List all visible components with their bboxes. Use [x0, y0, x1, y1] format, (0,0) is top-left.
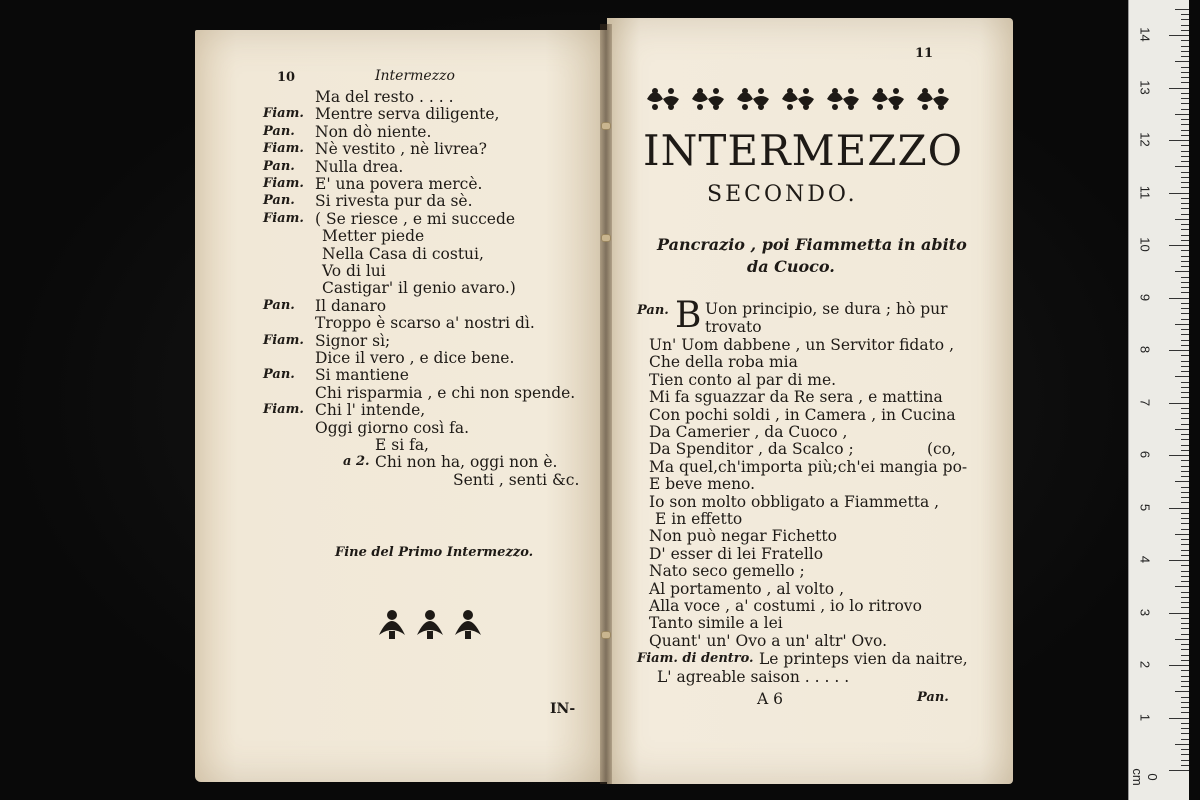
ruler-tick [1181, 408, 1189, 409]
verse-line: Nè vestito , nè livrea? [315, 140, 487, 159]
ruler-tick [1181, 765, 1189, 766]
verse-line: Da Camerier , da Cuoco , [649, 423, 848, 441]
ruler-tick [1181, 387, 1189, 388]
ruler-tick [1175, 166, 1189, 167]
ruler-number: 6 [1137, 450, 1153, 459]
ruler-tick [1181, 235, 1189, 236]
binding-stitch [601, 234, 611, 242]
ruler-tick [1181, 156, 1189, 157]
ruler-tick [1181, 518, 1189, 519]
overflow-word: (co, [927, 440, 956, 458]
ruler-tick [1181, 728, 1189, 729]
speaker-label: Pan. [263, 367, 295, 383]
ruler-tick [1181, 539, 1189, 540]
ruler-tick [1181, 287, 1189, 288]
verse-line: Non dò niente. [315, 122, 432, 141]
ruler-tick [1169, 350, 1189, 351]
ruler-tick [1169, 508, 1189, 509]
verse-line: Ma del resto . . . . [315, 88, 454, 106]
ruler-tick [1181, 670, 1189, 671]
ruler-tick [1169, 718, 1189, 719]
verse-line: ( Se riesce , e mi succede [315, 209, 516, 228]
ruler-tick [1175, 691, 1189, 692]
ruler-tick [1181, 77, 1189, 78]
ruler-tick [1181, 103, 1189, 104]
ruler-number: 14 [1137, 27, 1153, 42]
ruler-number: 11 [1137, 185, 1153, 199]
ruler-tick [1181, 366, 1189, 367]
ruler-tick [1181, 98, 1189, 99]
ruler-tick [1181, 371, 1189, 372]
verse-line: Nella Casa di costui, [322, 244, 484, 263]
verse-line: Con pochi soldi , in Camera , in Cucina [649, 405, 956, 424]
ruler-tick [1181, 340, 1189, 341]
left-page [195, 30, 607, 782]
ruler-tick [1181, 434, 1189, 435]
ruler-tick [1175, 376, 1189, 377]
ruler-tick [1181, 145, 1189, 146]
stage-direction-1: Pancrazio , poi Fiammetta in abito [657, 235, 967, 254]
verse-line: Mi fa sguazzar da Re sera , e mattina [649, 388, 943, 407]
ruler-tick [1181, 550, 1189, 551]
speaker-label: Pan. [263, 158, 295, 174]
ruler-tick [1181, 634, 1189, 635]
verse-line: Il danaro [315, 296, 387, 315]
ruler-tick [1181, 46, 1189, 47]
ruler-tick [1181, 329, 1189, 330]
ruler-tick [1181, 67, 1189, 68]
ruler-tick [1181, 571, 1189, 572]
ruler-tick [1181, 712, 1189, 713]
ruler-tick [1181, 382, 1189, 383]
stage-direction-2: da Cuoco. [747, 257, 835, 276]
ruler-tick [1181, 177, 1189, 178]
ruler-tick [1181, 754, 1189, 755]
ruler-tick [1169, 665, 1189, 666]
speaker-label: a 2. [343, 454, 370, 470]
verse-line: Mentre serva diligente, [315, 105, 500, 124]
tailpiece-ornament [375, 603, 485, 643]
ruler-tick [1181, 644, 1189, 645]
verse-line: Senti , senti &c. [453, 470, 580, 489]
ruler-number: 5 [1137, 503, 1153, 511]
last-speaker: Fiam. di dentro. [637, 651, 754, 666]
ruler-tick [1181, 723, 1189, 724]
ruler-number: 2 [1137, 660, 1153, 669]
ruler-tick [1175, 534, 1189, 535]
ruler-tick [1175, 324, 1189, 325]
speaker-label: Pan. [263, 193, 295, 209]
speaker-label: Fiam. [263, 402, 304, 418]
ruler-tick [1181, 282, 1189, 283]
left-running-head: Intermezzo [375, 68, 455, 84]
second-line: trovato [705, 318, 762, 336]
ruler-tick [1181, 492, 1189, 493]
ruler-tick [1181, 224, 1189, 225]
ruler-number: 8 [1137, 345, 1153, 354]
verse-line: Troppo è scarso a' nostri dì. [315, 314, 535, 333]
verse-line: Io son molto obbligato a Fiammetta , [649, 492, 940, 511]
verse-line: Dice il vero , e dice bene. [315, 349, 515, 367]
first-line: Uon principio, se dura ; hò pur [705, 300, 948, 318]
ruler-tick [1175, 481, 1189, 482]
verse-line: Non può negar Fichetto [649, 527, 837, 546]
verse-line: E' una povera mercè. [315, 175, 483, 193]
ruler-tick [1181, 208, 1189, 209]
ruler-tick [1181, 182, 1189, 183]
right-page-number: 11 [915, 46, 934, 61]
verse-line: Nulla drea. [315, 157, 404, 176]
ruler-tick [1181, 119, 1189, 120]
end-note: Fine del Primo Intermezzo. [335, 545, 534, 560]
ruler-tick [1175, 744, 1189, 745]
last-line: Le printeps vien da naitre, [759, 650, 968, 668]
ruler-tick [1175, 219, 1189, 220]
ruler-tick [1181, 56, 1189, 57]
ruler-tick [1181, 749, 1189, 750]
verse-line: Ma quel,ch'importa più;ch'ei mangia po- [649, 457, 968, 476]
ruler-tick [1169, 403, 1189, 404]
speaker-label: Fiam. [263, 210, 304, 226]
open-book [195, 18, 1020, 784]
ruler-tick [1181, 187, 1189, 188]
right-page [607, 18, 1013, 784]
verse-line: Un' Uom dabbene , un Servitor fidato , [649, 336, 954, 354]
verse-line: Chi non ha, oggi non è. [375, 453, 558, 472]
ruler-tick [1181, 72, 1189, 73]
ruler-tick [1181, 51, 1189, 52]
verse-line: Vo di lui [322, 262, 386, 280]
ruler-tick [1181, 319, 1189, 320]
ruler-tick [1181, 592, 1189, 593]
ruler-tick [1181, 214, 1189, 215]
left-catchword: IN- [550, 701, 576, 717]
verse-line: Signor sì; [315, 331, 391, 350]
ruler-tick [1181, 602, 1189, 603]
ruler-tick [1181, 523, 1189, 524]
ruler-tick [1181, 151, 1189, 152]
ruler-number: 13 [1137, 79, 1153, 95]
ruler-tick [1181, 397, 1189, 398]
ruler-tick [1181, 334, 1189, 335]
book-gutter [600, 24, 612, 784]
ruler-tick [1181, 445, 1189, 446]
ruler-tick [1169, 245, 1189, 246]
ruler-tick [1181, 14, 1189, 15]
ruler-tick [1181, 471, 1189, 472]
speaker-label: Pan. [263, 297, 295, 313]
ruler-number: 3 [1137, 608, 1153, 616]
ruler-tick [1181, 250, 1189, 251]
ruler-tick [1181, 607, 1189, 608]
ruler-tick [1169, 35, 1189, 36]
flower-ornament-icon [375, 603, 485, 643]
verse-line: E beve meno. [649, 475, 756, 494]
ruler-tick [1181, 345, 1189, 346]
ruler-tick [1181, 502, 1189, 503]
ruler-tick [1181, 361, 1189, 362]
ruler-tick [1181, 19, 1189, 20]
verse-line: Castigar' il genio avaro.) [322, 279, 516, 298]
verse-line: Metter piede [322, 227, 425, 246]
speaker-label: Fiam. [263, 176, 304, 191]
ruler-tick [1181, 649, 1189, 650]
ruler-tick [1181, 439, 1189, 440]
ruler-tick [1169, 613, 1189, 614]
ruler-tick [1181, 565, 1189, 566]
verse-line: Al portamento , al volto , [649, 579, 844, 598]
fleuron-band-icon [639, 82, 959, 116]
ruler-number: 12 [1137, 132, 1153, 147]
ruler-tick [1181, 676, 1189, 677]
ruler-tick [1181, 760, 1189, 761]
ruler-tick [1181, 229, 1189, 230]
verse-line: Da Spenditor , da Scalco ; [649, 440, 854, 459]
ruler-tick [1175, 61, 1189, 62]
final-line: L' agreable saison . . . . . [657, 668, 850, 686]
verse-line: Chi l' intende, [315, 401, 426, 420]
ruler-tick [1181, 466, 1189, 467]
verse-line: D' esser di lei Fratello [649, 544, 824, 563]
verse-line: E si fa, [375, 436, 429, 454]
ruler-tick [1181, 40, 1189, 41]
ruler-tick [1181, 355, 1189, 356]
ruler-tick [1181, 30, 1189, 31]
ruler-tick [1181, 660, 1189, 661]
first-speaker: Pan. [637, 303, 669, 318]
ruler-tick [1175, 271, 1189, 272]
ruler-tick [1181, 418, 1189, 419]
right-catchword: Pan. [917, 690, 949, 705]
ruler-tick [1169, 193, 1189, 194]
ruler-number: 10 [1137, 237, 1153, 252]
speaker-label: Fiam. [263, 106, 304, 122]
ruler-tick [1181, 450, 1189, 451]
ruler-tick [1181, 161, 1189, 162]
ruler-tick [1181, 303, 1189, 304]
left-page-number: 10 [277, 70, 296, 85]
ruler-number: 0 cm [1130, 768, 1160, 786]
ruler-tick [1181, 292, 1189, 293]
ruler-tick [1181, 266, 1189, 267]
ruler-tick [1181, 487, 1189, 488]
speaker-label: Pan. [263, 123, 295, 139]
ruler-tick [1181, 529, 1189, 530]
ruler-tick [1181, 198, 1189, 199]
speaker-label: Fiam. [263, 332, 304, 348]
ruler-tick [1181, 82, 1189, 83]
ruler-tick [1181, 681, 1189, 682]
ruler-tick [1181, 555, 1189, 556]
ruler-tick [1181, 513, 1189, 514]
ruler-tick [1181, 576, 1189, 577]
section-title: INTERMEZZO [643, 126, 964, 175]
ruler-tick [1181, 130, 1189, 131]
ruler-tick [1175, 586, 1189, 587]
verse-line: Alla voce , a' costumi , io lo ritrovo [649, 597, 922, 615]
ruler-tick [1181, 702, 1189, 703]
verse-line: Nato seco gemello ; [649, 562, 805, 581]
ruler-tick [1169, 298, 1189, 299]
ruler-tick [1175, 114, 1189, 115]
ruler-tick [1181, 581, 1189, 582]
ruler-tick [1181, 476, 1189, 477]
verse-line: Che della roba mia [649, 353, 798, 372]
ruler-tick [1181, 124, 1189, 125]
ruler-number: 7 [1137, 398, 1153, 406]
ruler-tick [1181, 733, 1189, 734]
ruler-tick [1181, 172, 1189, 173]
ruler-tick [1181, 93, 1189, 94]
ruler-tick [1181, 203, 1189, 204]
ruler-tick [1181, 544, 1189, 545]
ruler-tick [1181, 497, 1189, 498]
ruler-tick [1181, 707, 1189, 708]
verse-line: Quant' un' Ovo a un' altr' Ovo. [649, 631, 888, 650]
binding-stitch [601, 122, 611, 130]
ruler-tick [1181, 597, 1189, 598]
ruler-tick [1175, 429, 1189, 430]
verse-line: Oggi giorno così fa. [315, 418, 470, 437]
speaker-label: Fiam. [263, 141, 304, 157]
section-subtitle: SECONDO. [707, 182, 858, 207]
ruler-tick [1175, 9, 1189, 10]
verse-line: Si mantiene [315, 366, 409, 385]
ruler-tick [1181, 261, 1189, 262]
ruler-tick [1169, 140, 1189, 141]
headpiece-ornament [639, 82, 959, 116]
ruler-tick [1181, 25, 1189, 26]
verse-line: Si rivesta pur da sè. [315, 192, 473, 211]
ruler-number: 9 [1137, 293, 1153, 301]
ruler-tick [1169, 88, 1189, 89]
ruler-tick [1181, 460, 1189, 461]
ruler-tick [1175, 639, 1189, 640]
ruler-tick [1181, 618, 1189, 619]
ruler-tick [1169, 455, 1189, 456]
ruler-tick [1169, 770, 1189, 771]
ruler-tick [1181, 313, 1189, 314]
binding-stitch [601, 631, 611, 639]
drop-cap: B [675, 295, 702, 336]
ruler-tick [1181, 628, 1189, 629]
ruler-tick [1181, 697, 1189, 698]
ruler-tick [1181, 686, 1189, 687]
signature-mark: A 6 [757, 690, 783, 708]
ruler-tick [1181, 308, 1189, 309]
ruler-tick [1181, 739, 1189, 740]
verse-line: Chi risparmia , e chi non spende. [315, 383, 576, 402]
ruler-tick [1181, 424, 1189, 425]
ruler-tick [1181, 623, 1189, 624]
verse-line: Tanto simile a lei [649, 614, 783, 633]
measuring-ruler [1128, 0, 1189, 800]
ruler-tick [1181, 135, 1189, 136]
ruler-tick [1181, 413, 1189, 414]
ruler-tick [1181, 256, 1189, 257]
ruler-tick [1169, 560, 1189, 561]
ruler-tick [1181, 109, 1189, 110]
verse-line: E in effetto [655, 510, 743, 528]
ruler-tick [1181, 277, 1189, 278]
ruler-number: 1 [1137, 713, 1153, 721]
ruler-tick [1181, 240, 1189, 241]
verse-line: Tien conto al par di me. [649, 370, 837, 389]
ruler-number: 4 [1137, 555, 1153, 564]
ruler-tick [1181, 392, 1189, 393]
ruler-tick [1181, 655, 1189, 656]
